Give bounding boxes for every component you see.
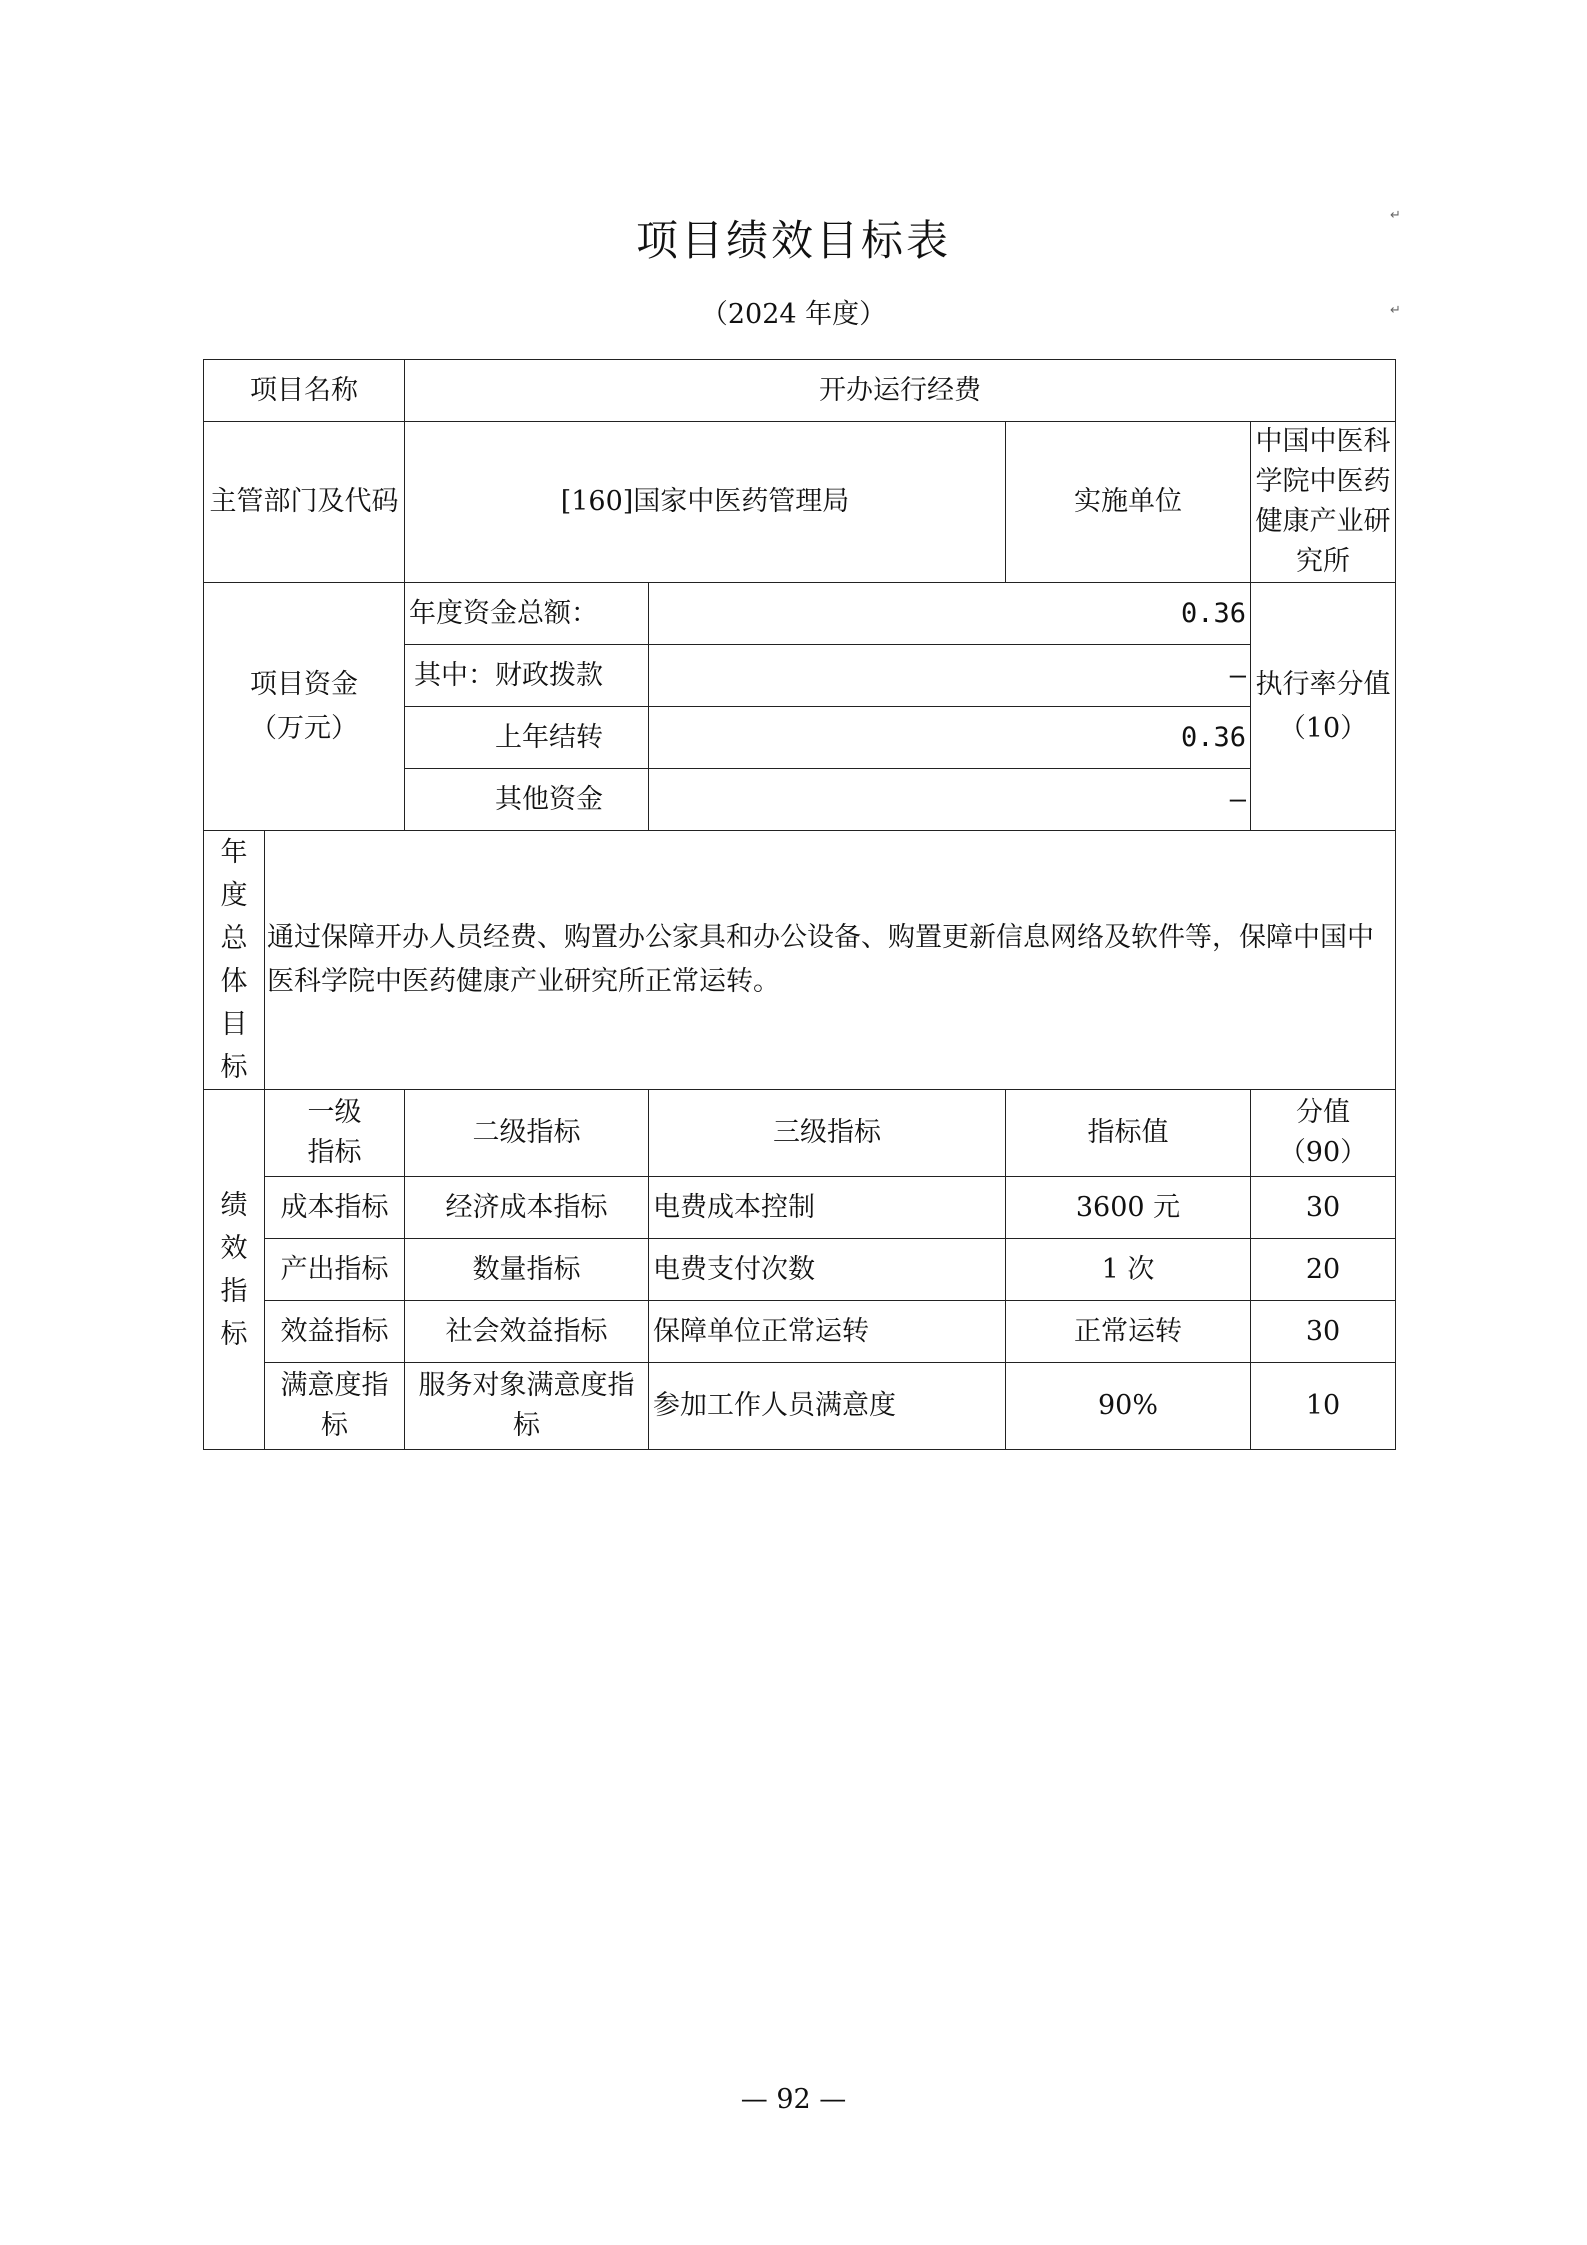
header-level2: 二级指标 bbox=[405, 1090, 649, 1177]
row-level3: 参加工作人员满意度 bbox=[649, 1363, 1006, 1450]
table-row bbox=[204, 1301, 1396, 1363]
header-value: 指标值 bbox=[1006, 1090, 1251, 1177]
row-level3: 电费支付次数 bbox=[649, 1239, 1006, 1301]
row-value: 1 次 bbox=[1006, 1239, 1251, 1301]
funds-carryover-label: 上年结转 bbox=[405, 707, 649, 769]
row-level1: 效益指标 bbox=[265, 1301, 405, 1363]
row-level3: 电费成本控制 bbox=[649, 1177, 1006, 1239]
row-level3: 保障单位正常运转 bbox=[649, 1301, 1006, 1363]
table-row bbox=[204, 1363, 1396, 1450]
row-score: 20 bbox=[1251, 1239, 1396, 1301]
funds-total-label: 年度资金总额： bbox=[405, 583, 649, 645]
funds-fiscal-value: – bbox=[649, 645, 1251, 707]
page-number: — 92 — bbox=[740, 2084, 847, 2115]
header-level3: 三级指标 bbox=[649, 1090, 1006, 1177]
funds-other-value: – bbox=[649, 769, 1251, 831]
row-value: 3600 元 bbox=[1006, 1177, 1251, 1239]
header-score: 分值（90） bbox=[1251, 1090, 1396, 1177]
row-level1: 满意度指标 bbox=[265, 1363, 405, 1450]
page-title: 项目绩效目标表 bbox=[635, 216, 951, 265]
row-score: 10 bbox=[1251, 1363, 1396, 1450]
row-level2: 社会效益指标 bbox=[405, 1301, 649, 1363]
exec-rate-label: 执行率分值（10） bbox=[1251, 583, 1396, 831]
funds-other-label: 其他资金 bbox=[405, 769, 649, 831]
goal-text: 通过保障开办人员经费、购置办公家具和办公设备、购置更新信息网络及软件等，保障中国中医科学院中医药健康产业研究所正常运转。 bbox=[265, 831, 1396, 1090]
impl-unit-value: 中国中医科学院中医药健康产业研究所 bbox=[1251, 422, 1396, 583]
row-level1: 成本指标 bbox=[265, 1177, 405, 1239]
funds-carryover-value: 0.36 bbox=[649, 707, 1251, 769]
header-level1: 一级指标 bbox=[265, 1090, 405, 1177]
perf-label: 绩效指标 bbox=[204, 1090, 265, 1450]
paragraph-mark-icon: ↵ bbox=[1390, 303, 1401, 318]
project-name-label: 项目名称 bbox=[204, 360, 405, 422]
row-value: 90% bbox=[1006, 1363, 1251, 1450]
table-row bbox=[204, 1239, 1396, 1301]
row-level2: 数量指标 bbox=[405, 1239, 649, 1301]
row-level2: 服务对象满意度指标 bbox=[405, 1363, 649, 1450]
impl-unit-label: 实施单位 bbox=[1006, 422, 1251, 583]
page-subtitle: （2024 年度） bbox=[700, 299, 887, 330]
row-level2: 经济成本指标 bbox=[405, 1177, 649, 1239]
row-score: 30 bbox=[1251, 1301, 1396, 1363]
dept-value: [160]国家中医药管理局 bbox=[405, 422, 1006, 583]
funds-fiscal-label: 其中：财政拨款 bbox=[405, 645, 649, 707]
table-row bbox=[204, 1177, 1396, 1239]
funds-total-value: 0.36 bbox=[649, 583, 1251, 645]
dept-label: 主管部门及代码 bbox=[204, 422, 405, 583]
row-level1: 产出指标 bbox=[265, 1239, 405, 1301]
performance-target-table bbox=[203, 359, 1396, 1450]
paragraph-mark-icon: ↵ bbox=[1390, 208, 1401, 223]
project-name-value: 开办运行经费 bbox=[405, 360, 1396, 422]
row-score: 30 bbox=[1251, 1177, 1396, 1239]
goal-label: 年度总体目标 bbox=[204, 831, 265, 1090]
funds-label: 项目资金（万元） bbox=[204, 583, 405, 831]
row-value: 正常运转 bbox=[1006, 1301, 1251, 1363]
